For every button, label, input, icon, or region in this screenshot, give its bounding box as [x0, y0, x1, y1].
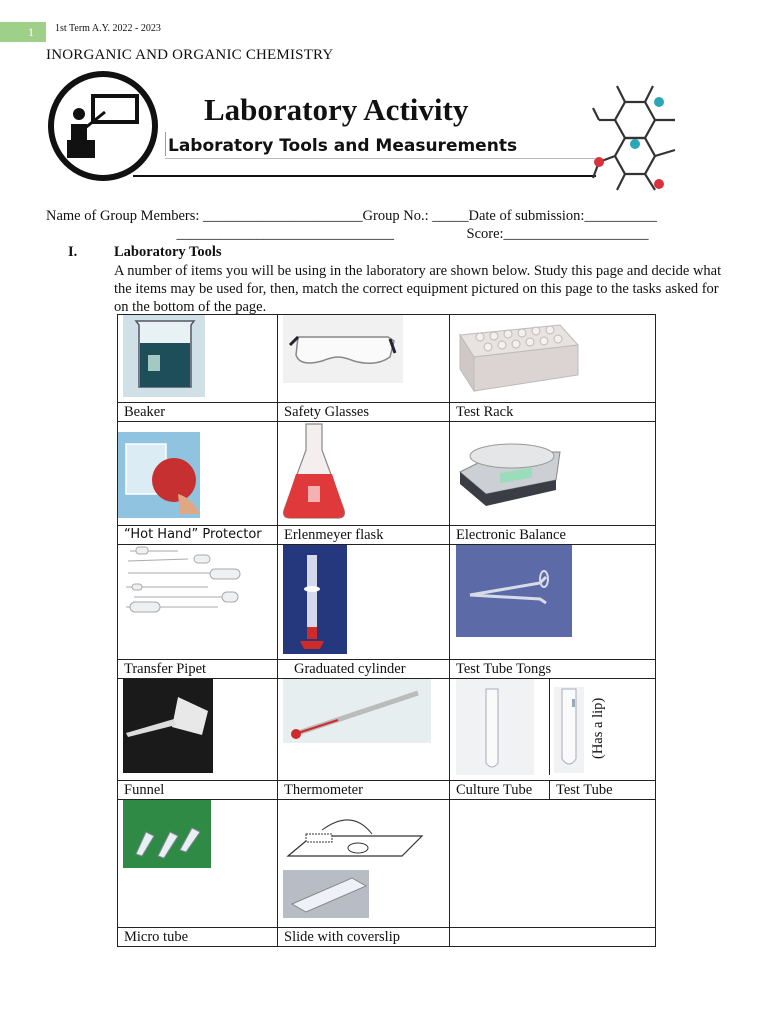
thermometer-label: Thermometer — [284, 782, 363, 798]
slide-label: Slide with coverslip — [284, 929, 400, 945]
micro-tube-label: Micro tube — [124, 929, 189, 945]
test-tube-image — [550, 679, 590, 775]
tongs-label: Test Tube Tongs — [456, 661, 552, 677]
tongs-image — [450, 545, 655, 654]
safety-glasses-label: Safety Glasses — [284, 404, 369, 420]
pipet-image-cell — [118, 545, 278, 660]
tools-table — [117, 314, 656, 947]
hot-hand-label: “Hot Hand” Protector — [124, 527, 262, 542]
erlenmeyer-label: Erlenmeyer flask — [284, 527, 384, 543]
beaker-label: Beaker — [124, 404, 166, 420]
thermometer-image — [278, 679, 449, 775]
term-label: 1st Term A.Y. 2022 - 2023 — [55, 23, 161, 34]
has-lip-note: (Has a lip) — [590, 697, 606, 759]
culture-tube-label: Culture Tube — [456, 782, 533, 798]
funnel-label: Funnel — [124, 782, 165, 798]
hot-hand-image-cell — [118, 422, 278, 526]
funnel-image — [118, 679, 277, 775]
micro-tube-image-cell — [118, 800, 278, 928]
funnel-image-cell — [118, 679, 278, 781]
pipet-label: Transfer Pipet — [124, 661, 207, 677]
test-tube-label: Test Tube — [556, 782, 613, 798]
beaker-image-cell — [118, 315, 278, 403]
subtitle-divider — [165, 132, 166, 156]
page-number: 1 — [28, 25, 34, 39]
beaker-image — [118, 315, 277, 397]
test-rack-label: Test Rack — [456, 404, 514, 420]
hot-hand-image — [118, 422, 277, 520]
slide-image-cell — [278, 800, 450, 928]
section-title: Laboratory Tools — [114, 244, 222, 260]
balance-image — [450, 422, 655, 520]
erlenmeyer-image-cell — [278, 422, 450, 526]
thermometer-image-cell — [278, 679, 450, 781]
slide-image — [278, 800, 449, 922]
subtitle-underline — [165, 158, 595, 159]
score-field: ______________________________ Score:____________________ — [46, 226, 649, 242]
test-rack-image — [450, 315, 655, 397]
tongs-image-cell — [450, 545, 656, 660]
tubes-image-cell — [450, 679, 656, 781]
group-members-field: Name of Group Members: ______________________Group No.: _____Date of submission:__________ — [46, 208, 657, 224]
balance-image-cell — [450, 422, 656, 526]
page-number-tab — [0, 22, 46, 42]
micro-tube-image — [118, 800, 277, 922]
empty-cell — [450, 800, 656, 928]
cylinder-image — [278, 545, 449, 654]
page-subtitle: Laboratory Tools and Measurements — [168, 136, 518, 156]
culture-tube-image — [450, 679, 549, 775]
molecule-icon — [585, 80, 695, 195]
test-rack-image-cell — [450, 315, 656, 403]
teacher-board-icon — [47, 68, 159, 184]
cylinder-label: Graduated cylinder — [294, 661, 406, 677]
empty-label-cell — [450, 928, 656, 947]
section-instructions: A number of items you will be using in the laboratory are shown below. Study this page and decide what the items may be used for, then, match the correct equipment pictured on this page to the tasks asked for on the bottom of the page. — [114, 263, 722, 315]
safety-glasses-image — [278, 315, 449, 397]
cylinder-image-cell — [278, 545, 450, 660]
balance-label: Electronic Balance — [456, 527, 566, 543]
course-title: INORGANIC AND ORGANIC CHEMISTRY — [46, 47, 334, 63]
erlenmeyer-image — [278, 422, 449, 520]
safety-glasses-image-cell — [278, 315, 450, 403]
pipet-image — [118, 545, 277, 654]
section-number: I. — [68, 244, 78, 260]
page-title: Laboratory Activity — [204, 92, 469, 127]
header-rule — [133, 175, 596, 177]
